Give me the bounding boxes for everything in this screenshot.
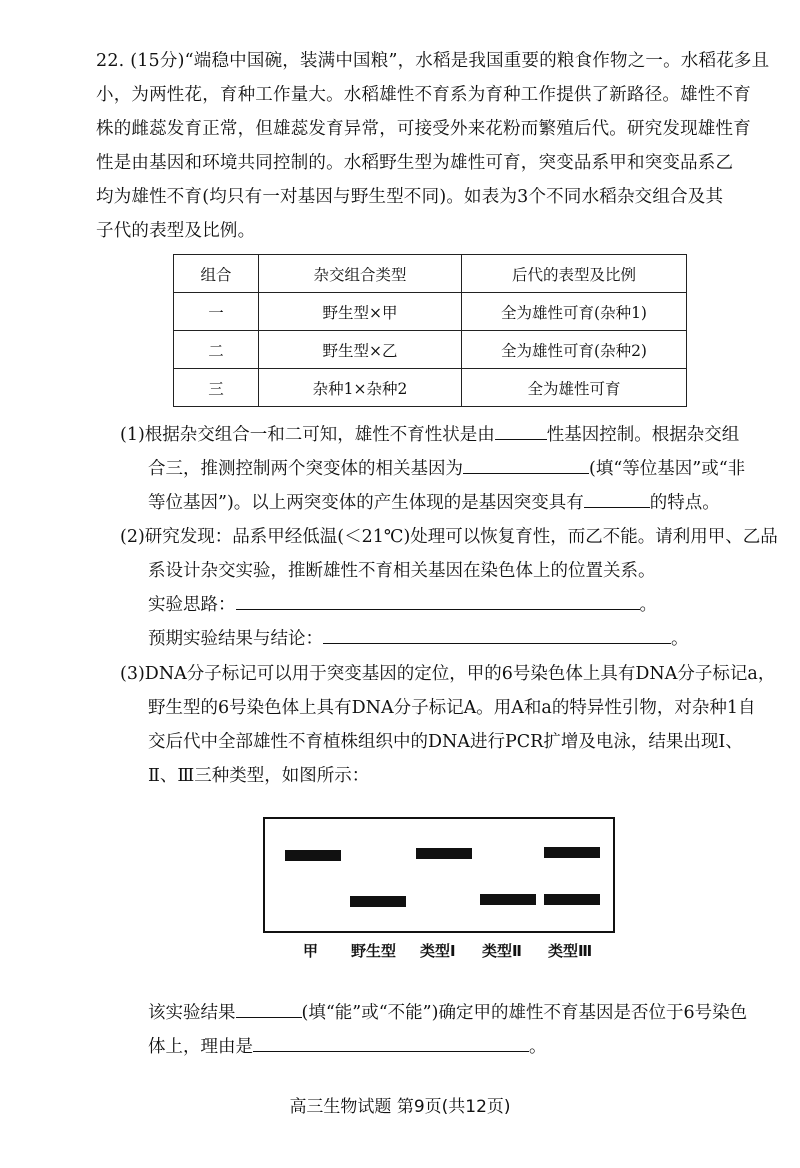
part3-answer-text: 体上，理由是 [148, 1037, 253, 1057]
stem-line: 22. (15分)“端稳中国碗，装满中国粮”，水稻是我国重要的粮食作物之一。水稻花多且 [96, 51, 770, 71]
part1-line [120, 418, 790, 452]
experiment-idea-line [120, 588, 790, 622]
part3-answer-text: (填“能”或“不能”)确定甲的雄性不育基因是否位于6号染色 [301, 1003, 748, 1023]
expected-result-line [120, 622, 790, 656]
band-type1-a [416, 848, 472, 859]
part1-text: 的特点。 [649, 493, 720, 513]
band-type3-a [544, 847, 600, 858]
part2-line: (2)研究发现：品系甲经低温(＜21℃)处理可以恢复育性，而乙不能。请利用甲、乙品 [120, 527, 778, 547]
table-cell: 一 [174, 293, 259, 331]
lane-label: 类型Ⅱ [482, 942, 522, 960]
part3-line: Ⅱ、Ⅲ三种类型，如图所示： [148, 766, 370, 786]
answer-blank[interactable] [584, 489, 650, 508]
table-row [174, 293, 687, 331]
band-type3-A [544, 894, 600, 905]
part1-text: (填“等位基因”或“非 [589, 459, 746, 479]
table-header-row [174, 255, 687, 293]
answer-blank[interactable] [236, 591, 640, 610]
band-jia-a [285, 850, 341, 861]
stem-line: 株的雌蕊发育正常，但雄蕊发育异常，可接受外来花粉而繁殖后代。研究发现雄性育 [96, 119, 751, 139]
table-header: 杂交组合类型 [259, 255, 462, 293]
lane-label: 野生型 [351, 942, 397, 960]
table-cell: 三 [174, 369, 259, 407]
period: 。 [639, 595, 657, 615]
electrophoresis-gel [263, 817, 615, 933]
part-3 [120, 657, 790, 793]
part1-line [120, 452, 790, 486]
stem-line: 小，为两性花，育种工作量大。水稻雄性不育系为育种工作提供了新路径。雄性不育 [96, 85, 751, 105]
stem-line: 性是由基因和环境共同控制的。水稻野生型为雄性可育，突变品系甲和突变品系乙 [96, 153, 734, 173]
table-cell: 二 [174, 331, 259, 369]
part-2 [120, 520, 790, 656]
table-row [174, 369, 687, 407]
answer-blank[interactable] [463, 455, 589, 474]
table-header: 后代的表型及比例 [462, 255, 687, 293]
expected-result-label: 预期实验结果与结论： [148, 629, 323, 649]
stem-line: 均为雄性不育(均只有一对基因与野生型不同)。如表为3个不同水稻杂交组合及其 [96, 187, 724, 207]
part1-line [120, 486, 790, 520]
answer-blank[interactable] [323, 625, 671, 644]
table-row [174, 331, 687, 369]
table-cell: 全为雄性可育(杂种1) [462, 293, 687, 331]
cross-table [173, 254, 687, 407]
table-cell: 全为雄性可育 [462, 369, 687, 407]
part3-answer-line [148, 996, 788, 1030]
part-3-answer [148, 996, 788, 1064]
part1-text: (1)根据杂交组合一和二可知，雄性不育性状是由 [120, 425, 495, 445]
period: 。 [529, 1037, 547, 1057]
part3-line: (3)DNA分子标记可以用于突变基因的定位，甲的6号染色体上具有DNA分子标记a， [120, 664, 776, 684]
part3-line: 野生型的6号染色体上具有DNA分子标记A。用A和a的特异性引物，对杂种1自 [148, 698, 756, 718]
part1-text: 合三，推测控制两个突变体的相关基因为 [148, 459, 463, 479]
answer-blank[interactable] [495, 421, 547, 440]
table-cell: 全为雄性可育(杂种2) [462, 331, 687, 369]
part1-text: 性基因控制。根据杂交组 [546, 425, 740, 445]
part2-line: 系设计杂交实验，推断雄性不育相关基因在染色体上的位置关系。 [148, 561, 656, 581]
part-1 [120, 418, 790, 520]
page-footer: 高三生物试题 第9页(共12页) [289, 1097, 511, 1117]
table-cell: 野生型×乙 [259, 331, 462, 369]
part3-answer-line [148, 1030, 788, 1064]
period: 。 [671, 629, 689, 649]
part3-answer-text: 该实验结果 [148, 1003, 236, 1023]
part1-text: 等位基因”)。以上两突变体的产生体现的是基因突变具有 [148, 493, 584, 513]
answer-blank[interactable] [236, 999, 302, 1018]
part3-line: 交后代中全部雄性不育植株组织中的DNA进行PCR扩增及电泳，结果出现Ⅰ、 [148, 732, 743, 752]
stem-line: 子代的表型及比例。 [96, 221, 256, 241]
table-cell: 野生型×甲 [259, 293, 462, 331]
lane-label: 类型Ⅲ [548, 942, 593, 960]
band-type2-A [480, 894, 536, 905]
band-wildtype-A [350, 896, 406, 907]
lane-label: 甲 [303, 942, 319, 960]
table-header: 组合 [174, 255, 259, 293]
question-22-stem [96, 44, 786, 248]
lane-label: 类型Ⅰ [420, 942, 456, 960]
answer-blank[interactable] [253, 1033, 529, 1052]
table-cell: 杂种1×杂种2 [259, 369, 462, 407]
experiment-idea-label: 实验思路： [148, 595, 236, 615]
